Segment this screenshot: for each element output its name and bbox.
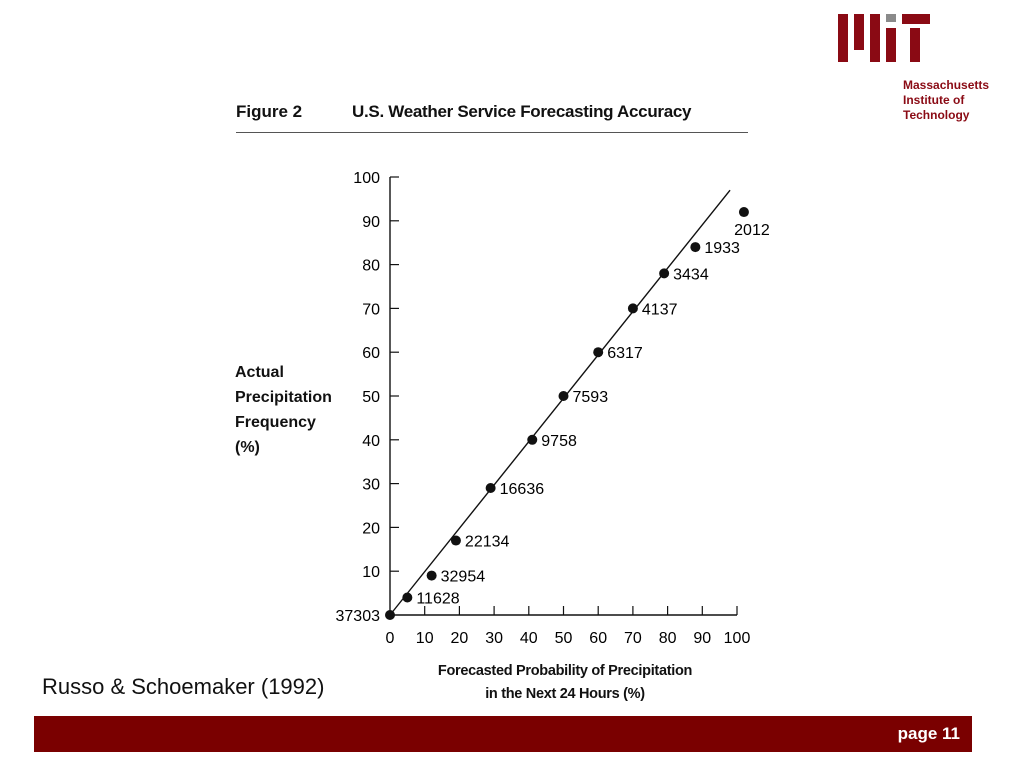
data-point-label: 22134 xyxy=(464,533,510,551)
data-point xyxy=(527,435,537,445)
y-tick-label: 60 xyxy=(362,345,380,363)
figure-label: Figure 2 xyxy=(236,102,303,121)
mit-logo-icon xyxy=(838,14,930,62)
x-tick-label: 100 xyxy=(723,630,751,647)
title-divider xyxy=(236,132,748,133)
x-tick-label: 0 xyxy=(385,630,395,647)
y-tick-label: 30 xyxy=(362,476,380,494)
data-point xyxy=(385,610,395,620)
data-point-label: 6317 xyxy=(607,345,643,363)
y-tick-label: 40 xyxy=(362,432,380,450)
data-point-label: 9758 xyxy=(541,432,577,450)
data-point xyxy=(402,592,412,602)
figure-title: U.S. Weather Service Forecasting Accuracy xyxy=(352,102,692,121)
perfect-calibration-line xyxy=(390,190,730,615)
x-axis-label-line-2: in the Next 24 Hours (%) xyxy=(485,686,645,702)
y-tick-label: 80 xyxy=(362,257,380,275)
data-point xyxy=(451,536,461,546)
data-point xyxy=(427,571,437,581)
citation: Russo & Schoemaker (1992) xyxy=(42,674,325,699)
data-point xyxy=(559,391,569,401)
y-tick-label: 50 xyxy=(362,389,380,406)
page-number: page 11 xyxy=(897,724,960,743)
institution-line-3: Technology xyxy=(903,108,970,122)
data-point-label: 2012 xyxy=(734,222,770,240)
x-tick-label: 10 xyxy=(415,630,434,647)
x-tick-label: 90 xyxy=(693,630,712,647)
data-point xyxy=(739,207,749,217)
y-tick-label: 90 xyxy=(362,213,380,231)
y-tick-label: 10 xyxy=(362,564,380,582)
x-tick-label: 80 xyxy=(658,630,677,647)
data-point xyxy=(628,303,638,313)
x-axis-label xyxy=(395,660,735,706)
x-tick-label: 40 xyxy=(519,630,538,647)
y-tick-label: 100 xyxy=(353,170,380,187)
data-point-label: 16636 xyxy=(499,480,545,498)
data-point-label: 1933 xyxy=(704,240,740,258)
data-point-label: 11628 xyxy=(416,590,460,608)
data-point xyxy=(659,268,669,278)
x-tick-label: 60 xyxy=(589,630,608,647)
institution-line-2: Institute of xyxy=(903,93,965,107)
data-point-label: 4137 xyxy=(641,301,678,319)
x-tick-label: 50 xyxy=(554,630,573,647)
y-axis-label-line-1: Actual xyxy=(235,364,284,381)
scatter-chart xyxy=(230,150,790,650)
data-point xyxy=(593,347,603,357)
data-point-label: 32954 xyxy=(440,568,486,586)
y-axis-label-line-3: Frequency xyxy=(235,414,316,431)
institution-line-1: Massachusetts xyxy=(903,78,990,92)
data-point-label: 3434 xyxy=(673,266,709,284)
data-point-label: 7593 xyxy=(572,389,609,406)
x-axis-label-line-1: Forecasted Probability of Precipitation xyxy=(437,663,693,679)
y-axis-label-line-4: (%) xyxy=(235,439,260,456)
data-point xyxy=(486,483,496,493)
x-tick-label: 70 xyxy=(624,630,642,647)
x-tick-label: 20 xyxy=(450,630,469,647)
data-point xyxy=(690,242,700,252)
data-point-label: 37303 xyxy=(335,608,380,625)
x-tick-label: 30 xyxy=(485,630,503,647)
y-tick-label: 70 xyxy=(362,301,380,319)
y-axis-label-line-2: Precipitation xyxy=(235,389,332,406)
y-tick-label: 20 xyxy=(362,520,380,538)
footer-bar xyxy=(34,716,972,752)
